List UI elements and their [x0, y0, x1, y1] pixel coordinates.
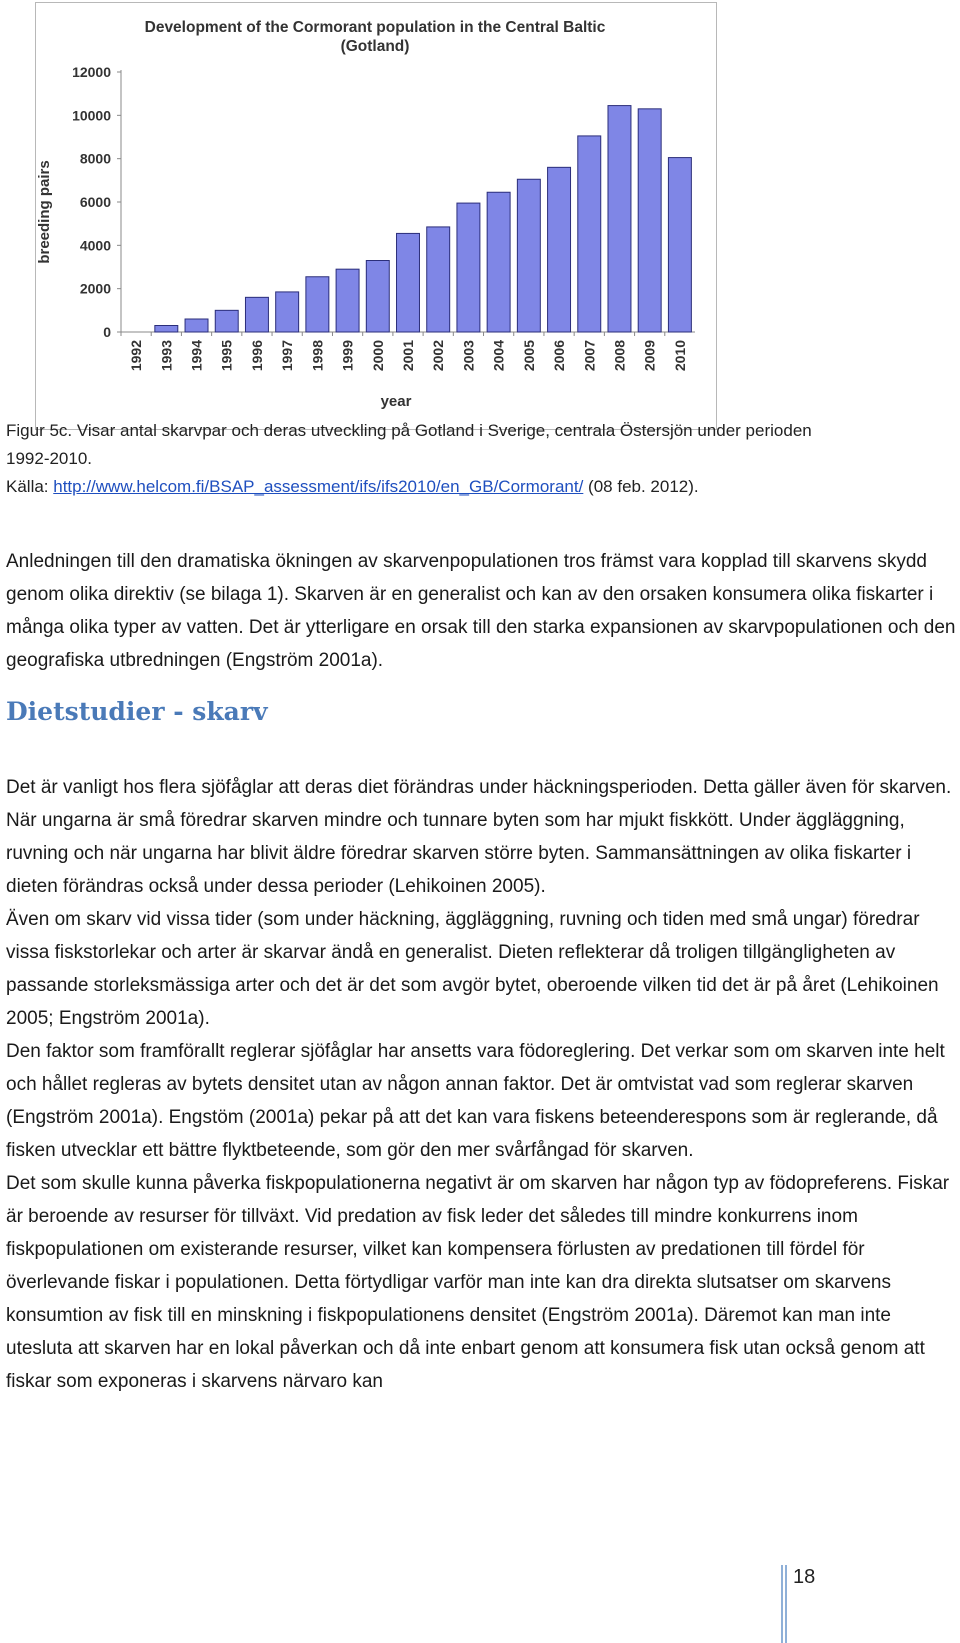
paragraph-text: Anledningen till den dramatiska ökningen av skarvenpopulationen tros främst vara kopplad till skarvens skydd genom olika direktiv (se bilaga 1). Skarven är en generalist och kan av den orsaken konsumera olika fiskarter i många olika typer av vatten. Det är ytterligare en orsak till den starka expansionen av skarvpopulationen och den geografiska utbredningen (Engström 2001a).: [6, 551, 956, 671]
x-tick-label-2008: 2008: [611, 340, 628, 372]
y-tick-label: 10000: [72, 107, 111, 124]
bar-2006: [548, 167, 571, 332]
y-tick-label: 4000: [79, 237, 111, 254]
x-tick-label-1992: 1992: [128, 340, 145, 372]
bar-2001: [397, 233, 420, 332]
bar-2010: [668, 158, 691, 332]
bar-2003: [457, 203, 480, 332]
chart-title-line2: (Gotland): [340, 38, 410, 55]
y-tick-label: 2000: [79, 280, 111, 297]
bar-1995: [215, 310, 238, 332]
y-tick-label: 12000: [72, 64, 111, 80]
paragraph-1: Det är vanligt hos flera sjöfåglar att deras diet förändras under häckningsperioden. Detta gäller även för skarven. När ungarna är små föredrar skarven mindre och tunnare byten som har mjukt fiskkött. Under äggläggning, ruvning och när ungarna har blivit äldre föredrar skarven större byten. Sammansättningen av olika fiskarter i dieten förändras också under dessa perioder (Lehikoinen 2005).: [6, 777, 952, 897]
caption-line2: 1992-2010.: [6, 449, 93, 468]
intro-paragraph: [6, 545, 958, 677]
page-number: 18: [793, 1566, 816, 1588]
source-link[interactable]: http://www.helcom.fi/BSAP_assessment/ifs/ifs2010/en_GB/Cormorant/: [53, 477, 584, 496]
caption-source-prefix: Källa:: [6, 477, 54, 496]
x-tick-label-1993: 1993: [158, 340, 175, 372]
x-tick-label-2005: 2005: [520, 340, 537, 372]
bar-1993: [155, 326, 178, 333]
caption-source: [6, 473, 812, 501]
page-number-rule: [781, 1565, 787, 1643]
x-tick-label-2002: 2002: [430, 340, 447, 372]
x-tick-label-1996: 1996: [248, 340, 265, 372]
y-tick-label: 8000: [79, 150, 111, 167]
bar-2007: [578, 136, 601, 332]
x-tick-label-1999: 1999: [339, 340, 356, 372]
y-tick-label: 6000: [79, 194, 111, 210]
section-heading: Dietstudier - skarv: [6, 697, 268, 726]
caption-line1: Figur 5c. Visar antal skarvpar och deras utveckling på Gotland i Sverige, centrala Östersjön under perioden: [6, 421, 812, 440]
y-tick-label: 0: [103, 324, 111, 340]
paragraph-3: Den faktor som framförallt reglerar sjöfåglar har ansetts vara födoreglering. Det verkar som om skarven inte helt och hållet regleras av bytets densitet utan av någon annan faktor. Det är omtvistat vad som reglerar skarven (Engström 2001a). Engstöm (2001a) pekar på att det kan vara fiskens beteenderespons som är reglerande, då fisken utvecklar ett bättre flyktbeteende, som gör den mer svårfångad för skarven.: [6, 1041, 945, 1161]
x-tick-label-1994: 1994: [188, 340, 205, 372]
x-tick-label-2010: 2010: [671, 340, 688, 372]
bar-1994: [185, 319, 208, 332]
chart-title-line1: Development of the Cormorant population in the Central Baltic: [144, 19, 606, 36]
chart-canvas: [35, 2, 717, 430]
x-tick-label-2007: 2007: [581, 340, 598, 372]
x-tick-label-2009: 2009: [641, 340, 658, 372]
x-tick-label-1998: 1998: [309, 340, 326, 372]
bar-2002: [427, 227, 450, 332]
x-tick-label-2003: 2003: [460, 340, 477, 372]
bar-1998: [306, 277, 329, 332]
x-tick-label-2000: 2000: [369, 340, 386, 372]
bar-2000: [366, 261, 389, 333]
bar-2004: [487, 192, 510, 332]
bar-1996: [245, 297, 268, 332]
bar-2005: [517, 179, 540, 332]
caption-source-suffix: (08 feb. 2012).: [583, 477, 699, 496]
x-tick-label-1995: 1995: [218, 340, 235, 372]
y-axis-label: breeding pairs: [36, 160, 53, 264]
bar-2009: [638, 109, 661, 332]
x-tick-label-2001: 2001: [400, 340, 416, 372]
paragraph-4: Det som skulle kunna påverka fiskpopulationerna negativt är om skarven har någon typ av födopreferens. Fiskar är beroende av resurser för tillväxt. Vid predation av fisk leder det således till mindre konkurrens inom fiskpopulationen om existerande resurser, vilket kan kompensera förlusten av predationen till fördel för överlevande fiskar i populationen. Detta förtydligar varför man inte kan dra direkta slutsatser om skarvens konsumtion av fisk till en minskning i fiskpopulationens densitet (Engström 2001a). Däremot kan man inte utesluta att skarven har en lokal påverkan och då inte enbart genom att konsumera fisk utan också genom att fiskar som exponeras i skarvens närvaro kan: [6, 1173, 950, 1392]
x-axis-label: year: [380, 393, 412, 410]
bar-1999: [336, 269, 359, 332]
x-tick-label-2006: 2006: [551, 340, 568, 372]
bar-2008: [608, 106, 631, 332]
figure-caption: [6, 417, 812, 501]
x-tick-label-1997: 1997: [279, 340, 296, 372]
bar-1997: [276, 292, 299, 332]
x-tick-label-2004: 2004: [490, 340, 507, 372]
cormorant-bar-chart: [35, 2, 717, 430]
paragraph-2: Även om skarv vid vissa tider (som under häckning, äggläggning, ruvning och tiden med små ungar) föredrar vissa fiskstorlekar och arter är skarvar ändå en generalist. Dieten reflekterar då troligen tillgängligheten av passande storleksmässiga arter och det är det som avgör bytet, oberoende vilken tid det är på året (Lehikoinen 2005; Engström 2001a).: [6, 909, 939, 1029]
section-body: [6, 771, 958, 1398]
